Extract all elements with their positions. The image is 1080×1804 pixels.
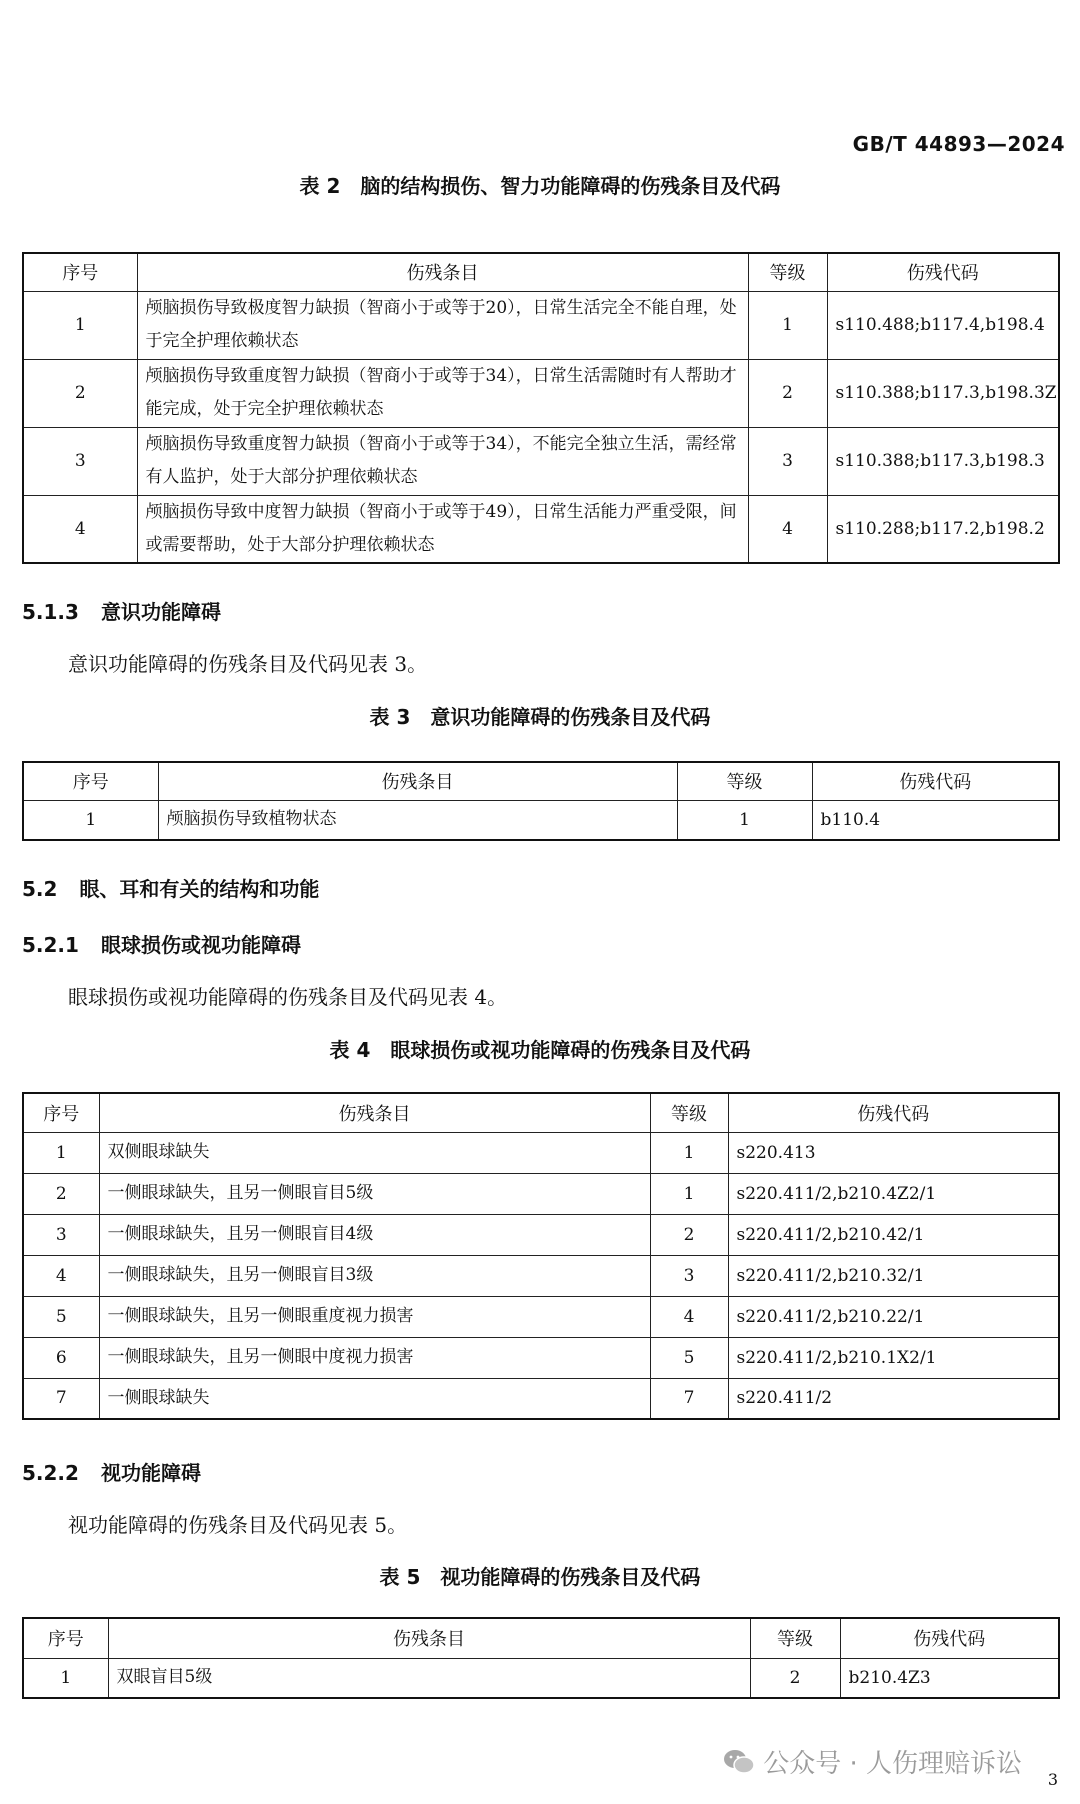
table4-cell-item: 一侧眼球缺失，且另一侧眼中度视力损害 [99, 1337, 650, 1378]
table5-header-code: 伤残代码 [840, 1618, 1059, 1658]
wechat-icon [723, 1748, 755, 1776]
table2-cell-code: s110.388;b117.3,b198.3 [827, 427, 1059, 495]
section-5-2-heading [22, 873, 319, 902]
section-5-1-3-text: 意识功能障碍的伤残条目及代码见表 3。 [68, 652, 428, 676]
table2-cell-grade: 3 [748, 427, 827, 495]
table3-cell-code: b110.4 [812, 800, 1059, 840]
section-title: 眼球损伤或视功能障碍 [100, 933, 301, 957]
table5-header-index: 序号 [23, 1618, 108, 1658]
table2-header-grade: 等级 [748, 253, 827, 291]
table-row [23, 291, 1059, 359]
section-number: 5.1.3 [22, 600, 79, 624]
table5-cell-grade: 2 [750, 1658, 840, 1698]
table4-cell-code: s220.411/2,b210.1X2/1 [728, 1337, 1059, 1378]
watermark [723, 1743, 1022, 1780]
table-row [23, 359, 1059, 427]
section-number: 5.2.2 [22, 1461, 79, 1485]
table2-cell-item: 颅脑损伤导致极度智力缺损（智商小于或等于20），日常生活完全不能自理，处于完全护理依赖状态 [137, 291, 748, 359]
page-number: 3 [1047, 1770, 1058, 1789]
table4-cell-index: 6 [23, 1337, 99, 1378]
table-row [23, 1296, 1059, 1337]
table2-cell-code: s110.288;b117.2,b198.2 [827, 495, 1059, 563]
table4-cell-grade: 1 [650, 1173, 728, 1214]
table4-cell-index: 5 [23, 1296, 99, 1337]
table-row [23, 495, 1059, 563]
table-row [23, 1132, 1059, 1173]
table4-cell-grade: 3 [650, 1255, 728, 1296]
table3-cell-index: 1 [23, 800, 158, 840]
table4-cell-grade: 7 [650, 1378, 728, 1419]
table2 [22, 252, 1060, 564]
table4-cell-code: s220.411/2,b210.32/1 [728, 1255, 1059, 1296]
table2-cell-grade: 1 [748, 291, 827, 359]
table2-cell-index: 4 [23, 495, 137, 563]
table4-cell-code: s220.413 [728, 1132, 1059, 1173]
table4-cell-index: 7 [23, 1378, 99, 1419]
section-number: 5.2 [22, 877, 58, 901]
table3-cell-item: 颅脑损伤导致植物状态 [158, 800, 677, 840]
table4-cell-grade: 1 [650, 1132, 728, 1173]
table4-cell-grade: 4 [650, 1296, 728, 1337]
table4 [22, 1092, 1060, 1420]
table4-cell-index: 1 [23, 1132, 99, 1173]
table4-cell-index: 2 [23, 1173, 99, 1214]
table4-cell-index: 4 [23, 1255, 99, 1296]
table4-cell-grade: 2 [650, 1214, 728, 1255]
table5-cell-index: 1 [23, 1658, 108, 1698]
table4-cell-code: s220.411/2,b210.4Z2/1 [728, 1173, 1059, 1214]
table4-cell-index: 3 [23, 1214, 99, 1255]
table3-caption: 表 3 意识功能障碍的伤残条目及代码 [369, 705, 711, 729]
table3-cell-grade: 1 [677, 800, 812, 840]
table4-cell-item: 一侧眼球缺失，且另一侧眼盲目4级 [99, 1214, 650, 1255]
section-5-2-1-heading [22, 929, 301, 958]
table-row [23, 800, 1059, 840]
table2-cell-grade: 2 [748, 359, 827, 427]
table-row [23, 1255, 1059, 1296]
table2-cell-code: s110.488;b117.4,b198.4 [827, 291, 1059, 359]
table2-cell-index: 2 [23, 359, 137, 427]
table2-header-index: 序号 [23, 253, 137, 291]
table4-header-item: 伤残条目 [99, 1093, 650, 1132]
table4-caption: 表 4 眼球损伤或视功能障碍的伤残条目及代码 [329, 1038, 751, 1062]
table4-cell-item: 一侧眼球缺失，且另一侧眼盲目3级 [99, 1255, 650, 1296]
table-row [23, 427, 1059, 495]
table2-cell-grade: 4 [748, 495, 827, 563]
table3-header-code: 伤残代码 [812, 762, 1059, 800]
table2-cell-index: 3 [23, 427, 137, 495]
table4-cell-item: 双侧眼球缺失 [99, 1132, 650, 1173]
table5-caption: 表 5 视功能障碍的伤残条目及代码 [379, 1565, 701, 1589]
table-row [23, 1173, 1059, 1214]
table3-header-item: 伤残条目 [158, 762, 677, 800]
table5 [22, 1617, 1060, 1699]
table4-cell-item: 一侧眼球缺失，且另一侧眼重度视力损害 [99, 1296, 650, 1337]
section-number: 5.2.1 [22, 933, 79, 957]
table4-header-index: 序号 [23, 1093, 99, 1132]
table5-header-item: 伤残条目 [108, 1618, 750, 1658]
table5-cell-item: 双眼盲目5级 [108, 1658, 750, 1698]
standard-number: GB/T 44893—2024 [852, 132, 1065, 156]
table-row [23, 1214, 1059, 1255]
table2-cell-item: 颅脑损伤导致重度智力缺损（智商小于或等于34），不能完全独立生活，需经常有人监护，处于大部分护理依赖状态 [137, 427, 748, 495]
table4-cell-code: s220.411/2,b210.22/1 [728, 1296, 1059, 1337]
section-5-2-2-heading [22, 1457, 201, 1486]
table-row [23, 1658, 1059, 1698]
table3-header-grade: 等级 [677, 762, 812, 800]
table2-header-item: 伤残条目 [137, 253, 748, 291]
table5-header-grade: 等级 [750, 1618, 840, 1658]
table4-cell-item: 一侧眼球缺失 [99, 1378, 650, 1419]
table2-cell-item: 颅脑损伤导致重度智力缺损（智商小于或等于34），日常生活需随时有人帮助才能完成，处于完全护理依赖状态 [137, 359, 748, 427]
table3 [22, 761, 1060, 841]
table4-header-grade: 等级 [650, 1093, 728, 1132]
watermark-text: 公众号 · 人伤理赔诉讼 [763, 1749, 1022, 1779]
table2-cell-code: s110.388;b117.3,b198.3Z [827, 359, 1059, 427]
table4-cell-item: 一侧眼球缺失，且另一侧眼盲目5级 [99, 1173, 650, 1214]
section-5-2-2-text: 视功能障碍的伤残条目及代码见表 5。 [68, 1513, 408, 1537]
table2-header-code: 伤残代码 [827, 253, 1059, 291]
table4-cell-code: s220.411/2,b210.42/1 [728, 1214, 1059, 1255]
table-row [23, 1378, 1059, 1419]
table2-caption: 表 2 脑的结构损伤、智力功能障碍的伤残条目及代码 [299, 174, 781, 198]
section-title: 眼、耳和有关的结构和功能 [79, 877, 320, 901]
table-row [23, 1337, 1059, 1378]
table4-cell-grade: 5 [650, 1337, 728, 1378]
table2-cell-item: 颅脑损伤导致中度智力缺损（智商小于或等于49），日常生活能力严重受限，间或需要帮助，处于大部分护理依赖状态 [137, 495, 748, 563]
section-5-1-3-heading [22, 596, 221, 625]
table4-header-code: 伤残代码 [728, 1093, 1059, 1132]
table4-cell-code: s220.411/2 [728, 1378, 1059, 1419]
section-title: 视功能障碍 [100, 1461, 201, 1485]
section-5-2-1-text: 眼球损伤或视功能障碍的伤残条目及代码见表 4。 [68, 985, 508, 1009]
section-title: 意识功能障碍 [100, 600, 221, 624]
table5-cell-code: b210.4Z3 [840, 1658, 1059, 1698]
table3-header-index: 序号 [23, 762, 158, 800]
table2-cell-index: 1 [23, 291, 137, 359]
